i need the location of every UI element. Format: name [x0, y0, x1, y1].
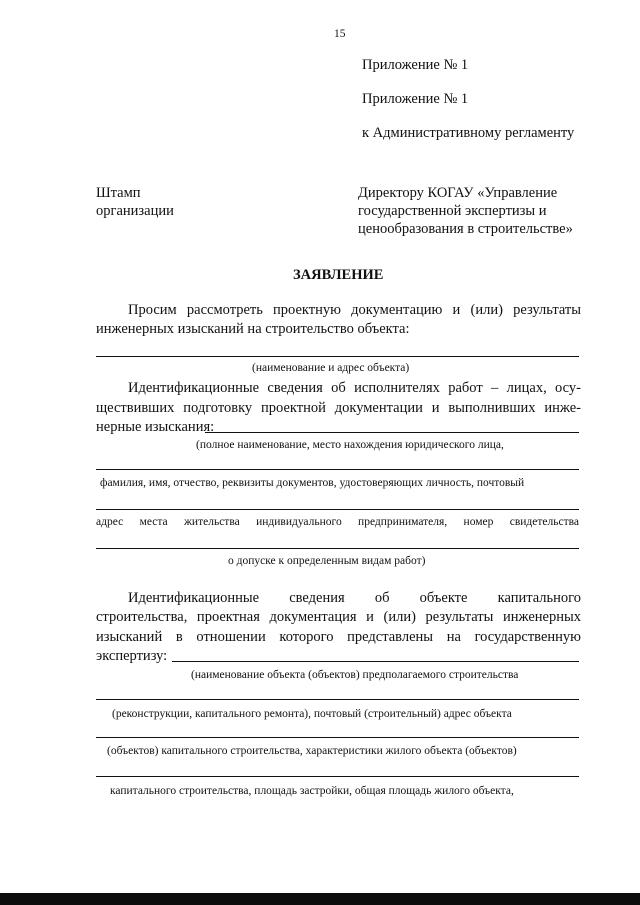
- addressee-line-1: Директору КОГАУ «Управление: [358, 185, 558, 201]
- regulation-reference: к Административному регламенту: [362, 125, 575, 141]
- object-info-text-line-3: изысканий в отношении которого представлены на государственную: [96, 629, 581, 645]
- object-info-text-line-1: Идентификационные сведения об объекте капитального: [128, 590, 581, 606]
- object-info-text-line-4: экспертизу:: [96, 648, 168, 664]
- request-text-line-1: Просим рассмотреть проектную документацию и (или) результаты: [128, 302, 581, 318]
- appendix-label: Приложение № 1: [362, 57, 469, 73]
- object-info-caption-2: (реконструкции, капитального ремонта), почтовый (строительный) адрес объекта: [112, 708, 512, 720]
- object-info-caption-4: капитального строительства, площадь застройки, общая площадь жилого объекта,: [110, 785, 514, 797]
- contractor-info-field-3[interactable]: [96, 509, 579, 510]
- object-info-caption-1: (наименование объекта (объектов) предполагаемого строительства: [191, 669, 519, 681]
- contractor-text-line-3: нерные изыскания:: [96, 419, 215, 435]
- stamp-label: Штамп: [96, 185, 141, 201]
- addressee-line-3: ценообразования в строительстве»: [358, 221, 573, 237]
- object-info-field-3[interactable]: [96, 737, 579, 738]
- addressee-line-2: государственной экспертизы и: [358, 203, 547, 219]
- contractor-info-field-4[interactable]: [96, 548, 579, 549]
- appendix-label-repeat: Приложение № 1: [362, 91, 469, 107]
- contractor-text-line-1: Идентификационные сведения об исполнителях работ – лицах, осу-: [128, 380, 581, 396]
- contractor-caption-1: (полное наименование, место нахождения юридического лица,: [196, 439, 504, 451]
- contractor-text-line-2: ществивших подготовку проектной документации и выполнивших инже-: [96, 400, 581, 416]
- object-name-caption: (наименование и адрес объекта): [252, 362, 410, 374]
- request-text-line-2: инженерных изысканий на строительство объекта:: [96, 321, 410, 337]
- contractor-caption-3: адрес места жительства индивидуального предпринимателя, номер свидетельства: [96, 516, 579, 528]
- contractor-caption-4: о допуске к определенным видам работ): [228, 555, 426, 567]
- object-info-field-2[interactable]: [96, 699, 579, 700]
- document-title: ЗАЯВЛЕНИЕ: [293, 267, 384, 283]
- scan-edge-bar: [0, 893, 640, 905]
- organization-label: организации: [96, 203, 174, 219]
- contractor-caption-2: фамилия, имя, отчество, реквизиты документов, удостоверяющих личность, почтовый: [100, 477, 525, 489]
- contractor-info-field[interactable]: [205, 432, 579, 433]
- object-info-caption-3: (объектов) капитального строительства, характеристики жилого объекта (объектов): [107, 745, 517, 757]
- object-info-text-line-2: строительства, проектная документация и (или) результаты инженерных: [96, 609, 581, 625]
- contractor-info-field-2[interactable]: [96, 469, 579, 470]
- object-name-field[interactable]: [96, 356, 579, 357]
- object-info-field-4[interactable]: [96, 776, 579, 777]
- page-number: 15: [334, 28, 346, 40]
- object-info-field[interactable]: [172, 661, 579, 662]
